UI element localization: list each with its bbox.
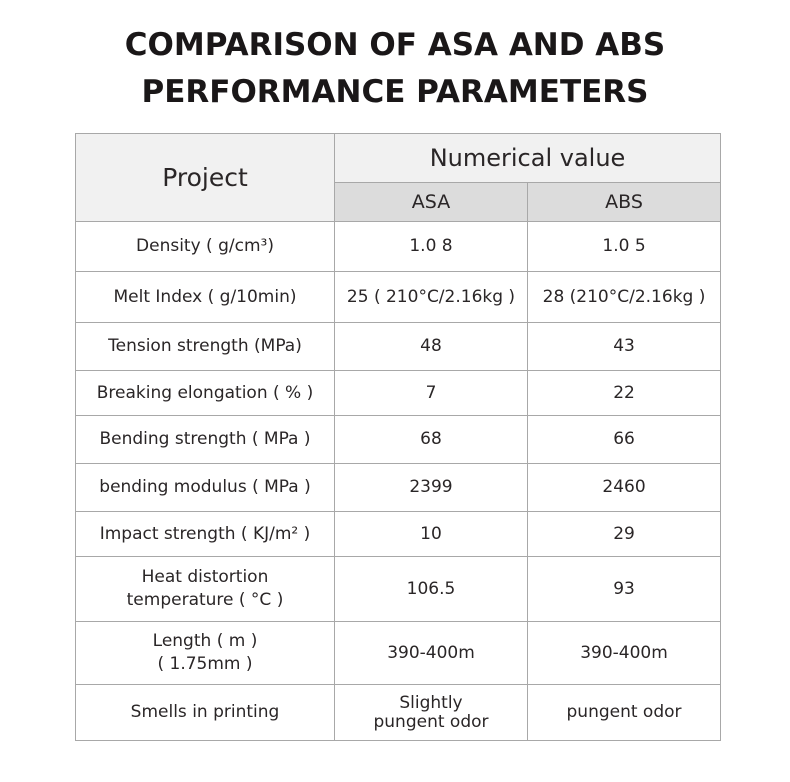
asa-value: 10 — [335, 512, 528, 557]
row-label-impact-strength: Impact strength ( KJ/m² ) — [76, 512, 335, 557]
abs-value: 66 — [528, 416, 721, 464]
row-label-density: Density ( g/cm³) — [76, 222, 335, 272]
value-line: Slightly — [399, 692, 463, 713]
label-line: Length ( m ) — [152, 631, 258, 651]
asa-value: 7 — [335, 371, 528, 416]
asa-value: 68 — [335, 416, 528, 464]
table-row — [76, 685, 721, 741]
asa-value: 1.0 8 — [335, 222, 528, 272]
row-label-bending-modulus: bending modulus ( MPa ) — [76, 464, 335, 512]
abs-value: 93 — [528, 557, 721, 622]
table-row — [76, 222, 721, 272]
header-row — [76, 134, 721, 183]
abs-value: pungent odor — [528, 685, 721, 741]
row-label-tension-strength: Tension strength (MPa) — [76, 323, 335, 371]
abs-value: 1.0 5 — [528, 222, 721, 272]
asa-value: 25 ( 210°C/2.16kg ) — [335, 272, 528, 323]
title-line-1: COMPARISON OF ASA AND ABS — [124, 27, 666, 63]
table-row — [76, 512, 721, 557]
abs-value: 2460 — [528, 464, 721, 512]
row-label-length — [76, 622, 335, 685]
asa-value: 390-400m — [335, 622, 528, 685]
asa-value: 2399 — [335, 464, 528, 512]
project-header: Project — [76, 134, 335, 222]
row-label-breaking-elongation: Breaking elongation ( % ) — [76, 371, 335, 416]
abs-value: 28 (210°C/2.16kg ) — [528, 272, 721, 323]
table-row — [76, 323, 721, 371]
table-row — [76, 622, 721, 685]
abs-value: 43 — [528, 323, 721, 371]
numerical-value-header: Numerical value — [335, 134, 721, 183]
page-title — [0, 22, 790, 116]
value-line: pungent odor — [373, 711, 489, 732]
table-row — [76, 272, 721, 323]
asa-value: 48 — [335, 323, 528, 371]
row-label-heat-distortion — [76, 557, 335, 622]
title-line-2: PERFORMANCE PARAMETERS — [141, 74, 649, 110]
abs-value: 29 — [528, 512, 721, 557]
column-header-abs: ABS — [528, 183, 721, 222]
asa-value: 106.5 — [335, 557, 528, 622]
asa-value — [335, 685, 528, 741]
label-line: temperature ( °C ) — [126, 590, 284, 610]
row-label-bending-strength: Bending strength ( MPa ) — [76, 416, 335, 464]
row-label-smells: Smells in printing — [76, 685, 335, 741]
table-row — [76, 416, 721, 464]
table-row — [76, 557, 721, 622]
row-label-melt-index: Melt Index ( g/10min) — [76, 272, 335, 323]
comparison-table — [75, 133, 721, 741]
abs-value: 390-400m — [528, 622, 721, 685]
label-line: ( 1.75mm ) — [157, 654, 253, 674]
column-header-asa: ASA — [335, 183, 528, 222]
abs-value: 22 — [528, 371, 721, 416]
table-row — [76, 371, 721, 416]
table-row — [76, 464, 721, 512]
label-line: Heat distortion — [141, 567, 269, 587]
